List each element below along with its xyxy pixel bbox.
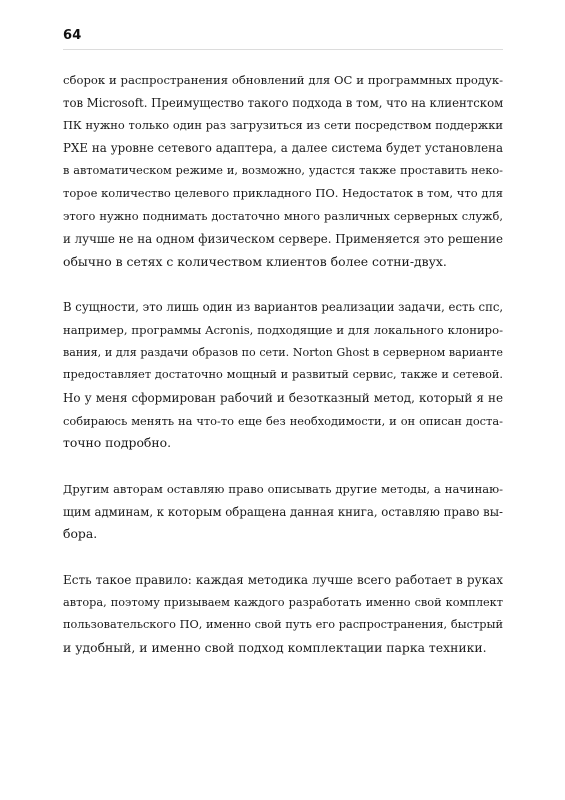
text-line: например, программы Acronis, подходящие и для локального клониро-: [63, 322, 503, 337]
text-line: точно подробно.: [63, 435, 172, 451]
text-line: собираюсь менять на что-то еще без необходимости, и он описан доста-: [63, 413, 503, 428]
text-line: пользовательского ПО, именно свой путь его распространения, быстрый: [63, 618, 503, 632]
paragraph-2: [63, 296, 503, 455]
text-line: Другим авторам оставляю право описывать другие методы, а начинаю-: [63, 482, 503, 496]
text-line: вания, и для раздачи образов по сети. Norton Ghost в серверном варианте: [63, 345, 503, 359]
text-line: В сущности, это лишь один из вариантов реализации задачи, есть спс,: [63, 300, 503, 315]
body-text: [63, 69, 503, 683]
text-line: автора, поэтому призываем каждого разработать именно свой комплект: [63, 595, 503, 609]
text-line: бора.: [63, 526, 98, 542]
text-line: этого нужно поднимать достаточно много различных серверных служб,: [63, 209, 503, 224]
text-line: PXE на уровне сетевого адаптера, а далее система будет установлена: [63, 141, 503, 156]
page-number: 64: [63, 28, 82, 43]
text-line: тов Microsoft. Преимущество такого подхода в том, что на клиентском: [63, 95, 503, 110]
paragraph-3: [63, 478, 503, 546]
text-line: обычно в сетях с количеством клиентов более сотни-двух.: [63, 253, 447, 269]
text-line: и удобный, и именно свой подход комплектации парка техники.: [63, 640, 487, 656]
paragraph-4: [63, 569, 503, 660]
paragraph-1: [63, 69, 503, 273]
text-line: ПК нужно только один раз загрузиться из сети посредством поддержки: [63, 118, 503, 133]
text-line: в автоматическом режиме и, возможно, удастся также проставить неко-: [63, 163, 503, 177]
text-line: сборок и распространения обновлений для ОС и программных продук-: [63, 73, 503, 87]
text-line: предоставляет достаточно мощный и развитый сервис, также и сетевой.: [63, 368, 503, 382]
text-line: торое количество целевого прикладного ПО. Недостаток в том, что для: [63, 186, 503, 201]
text-line: щим админам, к которым обращена данная книга, оставляю право вы-: [63, 504, 503, 519]
text-line: и лучше не на одном физическом сервере. Применяется это решение: [63, 231, 503, 246]
text-line: Но у меня сформирован рабочий и безотказный метод, который я не: [63, 390, 503, 405]
text-line: Есть такое правило: каждая методика лучше всего работает в руках: [63, 573, 503, 588]
header-rule: [63, 49, 503, 50]
